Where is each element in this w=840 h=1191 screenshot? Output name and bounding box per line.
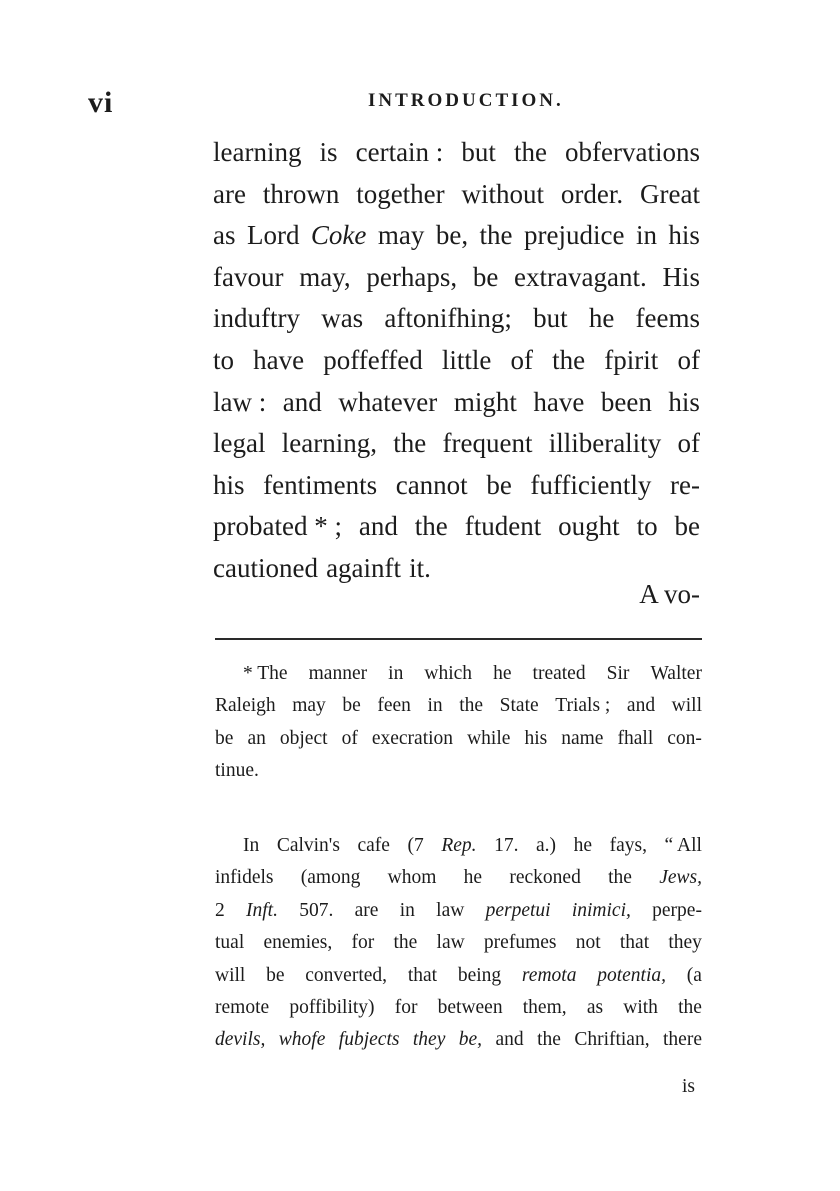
- word: be,: [458, 1029, 483, 1051]
- body-text-line: [213, 423, 700, 465]
- word: his: [668, 220, 700, 251]
- word: whatever: [338, 386, 438, 417]
- word: ftudent: [464, 511, 542, 542]
- word: State: [499, 695, 539, 717]
- word: be: [266, 964, 285, 986]
- word: that: [407, 964, 438, 986]
- word: in: [635, 220, 657, 251]
- word: inimici,: [571, 899, 631, 921]
- word: to: [636, 511, 658, 542]
- word: of: [341, 727, 358, 749]
- word: be: [472, 261, 499, 292]
- word: might: [453, 386, 517, 417]
- word: he: [588, 303, 615, 334]
- footnote-2-line: [215, 992, 702, 1024]
- word: was: [321, 303, 364, 334]
- word: he: [463, 867, 483, 889]
- word: in: [427, 695, 443, 717]
- word: is: [319, 137, 338, 167]
- word: will: [671, 695, 702, 717]
- word: of: [510, 344, 534, 375]
- word: they: [412, 1029, 446, 1051]
- word: reckoned: [509, 867, 581, 889]
- word: Lord: [246, 220, 300, 251]
- word: frequent: [442, 428, 533, 459]
- word: 507.: [299, 899, 334, 921]
- footnote-1-line: [215, 658, 702, 690]
- word: againft: [326, 552, 402, 583]
- word: that: [619, 932, 650, 954]
- word: whofe: [278, 1029, 326, 1051]
- word: for: [351, 932, 375, 954]
- word: legal: [213, 428, 266, 459]
- word: not: [575, 932, 601, 954]
- footnote-1-line: [215, 755, 702, 787]
- word: extravagant.: [514, 261, 647, 292]
- word: and: [358, 511, 398, 542]
- word: feen: [377, 695, 411, 717]
- word: the: [479, 220, 513, 251]
- word: (among: [300, 867, 361, 889]
- word: certain :: [355, 137, 444, 167]
- word: object: [279, 727, 328, 749]
- word: fhall: [617, 727, 654, 749]
- word: be,: [435, 220, 469, 251]
- footnote-2-line: [215, 927, 702, 959]
- word: being: [457, 964, 502, 986]
- word: obfervations: [565, 137, 700, 167]
- word: it.: [409, 552, 431, 583]
- footnote-catchword: is: [681, 1076, 695, 1097]
- word: law: [436, 899, 465, 921]
- word: re-: [669, 469, 700, 500]
- word: as: [213, 220, 236, 251]
- word: the: [393, 428, 427, 459]
- word: and: [282, 386, 322, 417]
- word: probated * ;: [213, 511, 342, 542]
- word: perhaps,: [366, 261, 458, 292]
- word: little: [441, 344, 492, 375]
- word: as: [586, 996, 604, 1018]
- word: and: [626, 695, 656, 717]
- word: tinue.: [215, 760, 259, 782]
- word: poffeffed: [323, 344, 423, 375]
- word: Great: [639, 178, 700, 209]
- word: together: [356, 178, 445, 209]
- word: perpetui: [485, 899, 551, 921]
- word: be: [486, 469, 512, 500]
- word: potentia,: [597, 964, 667, 986]
- word: be: [215, 727, 234, 749]
- word: his: [524, 727, 548, 749]
- word: Coke: [310, 220, 367, 251]
- word: which: [424, 663, 473, 684]
- word: manner: [308, 663, 368, 684]
- word: he: [573, 835, 593, 856]
- word: infidels: [215, 867, 274, 889]
- word: an: [247, 727, 266, 749]
- word: (a: [686, 964, 702, 986]
- word: Inft.: [246, 899, 278, 921]
- main-text-block: [213, 132, 700, 590]
- footnote-2-line: [215, 862, 702, 894]
- word: Jews,: [659, 867, 702, 889]
- word: prefumes: [483, 932, 557, 954]
- word: to: [213, 344, 235, 375]
- word: for: [394, 996, 418, 1018]
- word: fufficiently: [530, 469, 652, 500]
- word: the: [393, 932, 418, 954]
- word: thrown: [262, 178, 340, 209]
- word: fubjects: [338, 1029, 400, 1051]
- footnote-2-line: [215, 895, 702, 927]
- word: whom: [387, 867, 437, 889]
- word: 17.: [494, 835, 519, 856]
- body-text-line: [213, 382, 700, 424]
- word: of: [677, 344, 700, 375]
- word: Walter: [650, 663, 702, 684]
- running-head-title: INTRODUCTION.: [368, 90, 564, 111]
- word: favour: [213, 261, 284, 292]
- page-number: vi: [88, 86, 114, 119]
- word: ought: [558, 511, 620, 542]
- word: devils,: [215, 1029, 266, 1051]
- word: learning: [213, 137, 302, 167]
- word: be: [342, 695, 361, 717]
- word: His: [662, 261, 700, 292]
- footnote-2-line: [215, 1024, 702, 1056]
- word: treated: [532, 663, 586, 684]
- word: the: [537, 1029, 561, 1051]
- word: are: [213, 178, 246, 209]
- body-text-line: [213, 548, 700, 590]
- word: a.): [536, 835, 557, 856]
- body-text-line: [213, 340, 700, 382]
- word: (7: [407, 835, 424, 856]
- word: prejudice: [524, 220, 625, 251]
- word: poffibility): [289, 996, 375, 1018]
- word: there: [663, 1029, 702, 1051]
- word: aftonifhing;: [384, 303, 512, 334]
- word: remote: [215, 996, 270, 1018]
- footnote-2-line: [215, 830, 702, 862]
- word: Rep.: [441, 835, 477, 856]
- word: may: [377, 220, 425, 251]
- word: have: [253, 344, 305, 375]
- word: execration: [371, 727, 454, 749]
- word: he: [493, 663, 512, 684]
- word: Calvin's: [276, 835, 340, 856]
- word: perpe-: [652, 899, 702, 921]
- word: are: [354, 899, 379, 921]
- body-text-line: [213, 298, 700, 340]
- word: law :: [213, 386, 267, 417]
- word: the: [608, 867, 632, 889]
- word: the: [678, 996, 702, 1018]
- word: in: [399, 899, 415, 921]
- footnote-1-line: [215, 723, 702, 755]
- footnote-separator-rule: [215, 638, 702, 640]
- word: may,: [299, 261, 351, 292]
- word: them,: [522, 996, 567, 1018]
- word: with: [623, 996, 658, 1018]
- word: converted,: [305, 964, 388, 986]
- word: con-: [667, 727, 702, 749]
- word: fpirit: [604, 344, 659, 375]
- word: of: [677, 428, 700, 459]
- word: tual: [215, 932, 245, 954]
- word: “ All: [664, 835, 702, 856]
- word: fays,: [609, 835, 647, 856]
- word: be: [674, 511, 700, 542]
- word: the: [459, 695, 484, 717]
- word: the: [552, 344, 586, 375]
- word: but: [533, 303, 568, 334]
- word: the: [513, 137, 547, 167]
- body-text-line: [213, 506, 700, 548]
- word: his: [668, 386, 700, 417]
- body-text-line: [213, 132, 700, 174]
- footnote-2-line: [215, 960, 702, 992]
- word: fentiments: [263, 469, 378, 500]
- word: will: [215, 964, 246, 986]
- word: learning,: [281, 428, 377, 459]
- word: cafe: [357, 835, 390, 856]
- word: enemies,: [263, 932, 333, 954]
- word: illiberality: [548, 428, 662, 459]
- word: order.: [560, 178, 624, 209]
- footnote-2: [215, 830, 702, 1057]
- word: * The: [243, 663, 288, 684]
- body-text-line: [213, 174, 700, 216]
- word: 2: [215, 899, 225, 921]
- word: and: [495, 1029, 524, 1051]
- body-catchword: A vo-: [639, 579, 700, 609]
- word: name: [561, 727, 604, 749]
- word: cannot: [395, 469, 468, 500]
- word: Trials ;: [555, 695, 611, 717]
- word: between: [437, 996, 503, 1018]
- word: in: [388, 663, 404, 684]
- word: have: [533, 386, 585, 417]
- word: induftry: [213, 303, 300, 334]
- word: may: [292, 695, 326, 717]
- word: In: [243, 835, 260, 856]
- word: remota: [521, 964, 577, 986]
- word: been: [600, 386, 652, 417]
- word: while: [467, 727, 511, 749]
- body-text-line: [213, 257, 700, 299]
- word: Chriftian,: [574, 1029, 650, 1051]
- word: they: [668, 932, 702, 954]
- body-text-line: [213, 215, 700, 257]
- word: but: [461, 137, 496, 167]
- body-text-line: [213, 465, 700, 507]
- word: cautioned: [213, 552, 318, 583]
- footnote-1: [215, 658, 702, 788]
- word: Raleigh: [215, 695, 276, 717]
- footnote-1-line: [215, 690, 702, 722]
- word: Sir: [606, 663, 630, 684]
- word: his: [213, 469, 245, 500]
- word: without: [461, 178, 545, 209]
- word: law: [436, 932, 465, 954]
- word: feems: [635, 303, 700, 334]
- word: the: [414, 511, 448, 542]
